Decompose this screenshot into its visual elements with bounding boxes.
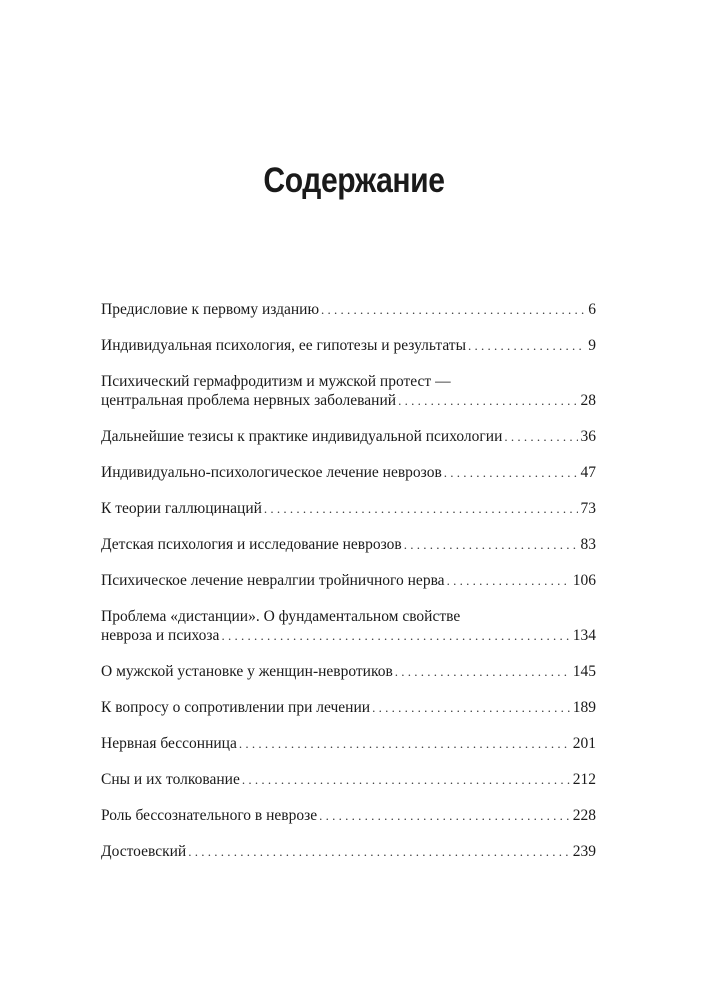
- toc-entry[interactable]: [101, 427, 596, 446]
- toc-entry-title: Нервная бессонница: [101, 735, 237, 752]
- page-title: Содержание: [263, 161, 445, 201]
- toc-entry[interactable]: [101, 499, 596, 518]
- toc-entry[interactable]: [101, 300, 596, 319]
- toc-entry-line: [101, 806, 596, 825]
- dot-leader: [242, 770, 570, 789]
- toc-entry-line: [101, 427, 596, 446]
- toc-entry-line: [101, 607, 596, 626]
- toc-entry-line: [101, 463, 596, 482]
- toc-entry-title: Предисловие к первому изданию: [101, 301, 320, 318]
- dot-leader: [239, 734, 570, 753]
- toc-entry-line: [101, 391, 596, 410]
- toc-entry-page-number: 6: [588, 301, 596, 318]
- toc-entry[interactable]: [101, 734, 596, 753]
- dot-leader: [319, 806, 570, 825]
- toc-entry-title: Достоевский: [101, 843, 187, 860]
- toc-entry-title: центральная проблема нервных заболеваний: [101, 392, 397, 409]
- toc-entry-title: Проблема «дистанции». О фундаментальном свойстве: [101, 608, 461, 625]
- toc-entry-title: К теории галлюцинаций: [101, 500, 262, 517]
- dot-leader: [264, 499, 578, 518]
- toc-entry-line: [101, 372, 596, 391]
- toc-entry-title: Детская психология и исследование неврозов: [101, 536, 402, 553]
- toc-entry-title: К вопросу о сопротивлении при лечении: [101, 699, 371, 716]
- toc-entry-line: [101, 626, 596, 645]
- toc-entry[interactable]: [101, 698, 596, 717]
- toc-entry-line: [101, 300, 596, 319]
- dot-leader: [398, 391, 577, 410]
- dot-leader: [188, 842, 570, 861]
- dot-leader: [321, 300, 585, 319]
- toc-entry-page-number: 106: [572, 572, 596, 589]
- toc-entry-page-number: 28: [580, 392, 596, 409]
- table-of-contents: [101, 300, 596, 878]
- dot-leader: [395, 662, 570, 681]
- toc-entry-line: [101, 698, 596, 717]
- dot-leader: [404, 535, 578, 554]
- toc-entry-title: Индивидуальная психология, ее гипотезы и результаты: [101, 337, 466, 354]
- toc-entry[interactable]: [101, 607, 596, 645]
- toc-entry-line: [101, 535, 596, 554]
- dot-leader: [504, 427, 577, 446]
- toc-entry[interactable]: [101, 662, 596, 681]
- toc-entry-page-number: 239: [572, 843, 596, 860]
- toc-entry-page-number: 134: [572, 627, 596, 644]
- toc-entry-title: Индивидуально-психологическое лечение неврозов: [101, 464, 442, 481]
- toc-entry[interactable]: [101, 770, 596, 789]
- toc-entry-line: [101, 842, 596, 861]
- toc-entry-page-number: 145: [572, 663, 596, 680]
- toc-entry-line: [101, 571, 596, 590]
- dot-leader: [468, 336, 585, 355]
- dot-leader: [444, 463, 578, 482]
- toc-entry-title: Психический гермафродитизм и мужской протест —: [101, 373, 451, 390]
- toc-entry[interactable]: [101, 842, 596, 861]
- toc-entry-page-number: 9: [588, 337, 596, 354]
- toc-entry[interactable]: [101, 571, 596, 590]
- toc-entry-page-number: 47: [580, 464, 596, 481]
- toc-entry[interactable]: [101, 463, 596, 482]
- toc-entry-line: [101, 734, 596, 753]
- toc-entry[interactable]: [101, 806, 596, 825]
- dot-leader: [372, 698, 570, 717]
- toc-entry-title: Роль бессознательного в неврозе: [101, 807, 318, 824]
- toc-entry-page-number: 212: [572, 771, 596, 788]
- toc-entry-page-number: 73: [580, 500, 596, 517]
- toc-entry-page-number: 36: [580, 428, 596, 445]
- toc-entry-line: [101, 499, 596, 518]
- toc-entry-title: Сны и их толкование: [101, 771, 240, 788]
- toc-entry-page-number: 201: [572, 735, 596, 752]
- toc-entry[interactable]: [101, 336, 596, 355]
- toc-entry-page-number: 228: [572, 807, 596, 824]
- toc-entry-line: [101, 662, 596, 681]
- toc-entry-title: невроза и психоза: [101, 627, 220, 644]
- toc-entry-line: [101, 336, 596, 355]
- toc-entry-page-number: 83: [580, 536, 596, 553]
- toc-entry[interactable]: [101, 372, 596, 410]
- dot-leader: [447, 571, 570, 590]
- toc-entry-title: О мужской установке у женщин-невротиков: [101, 663, 393, 680]
- toc-entry[interactable]: [101, 535, 596, 554]
- toc-entry-line: [101, 770, 596, 789]
- toc-entry-title: Психическое лечение невралгии тройничного нерва: [101, 572, 445, 589]
- toc-entry-title: Дальнейшие тезисы к практике индивидуальной психологии: [101, 428, 503, 445]
- dot-leader: [221, 626, 569, 645]
- toc-entry-page-number: 189: [572, 699, 596, 716]
